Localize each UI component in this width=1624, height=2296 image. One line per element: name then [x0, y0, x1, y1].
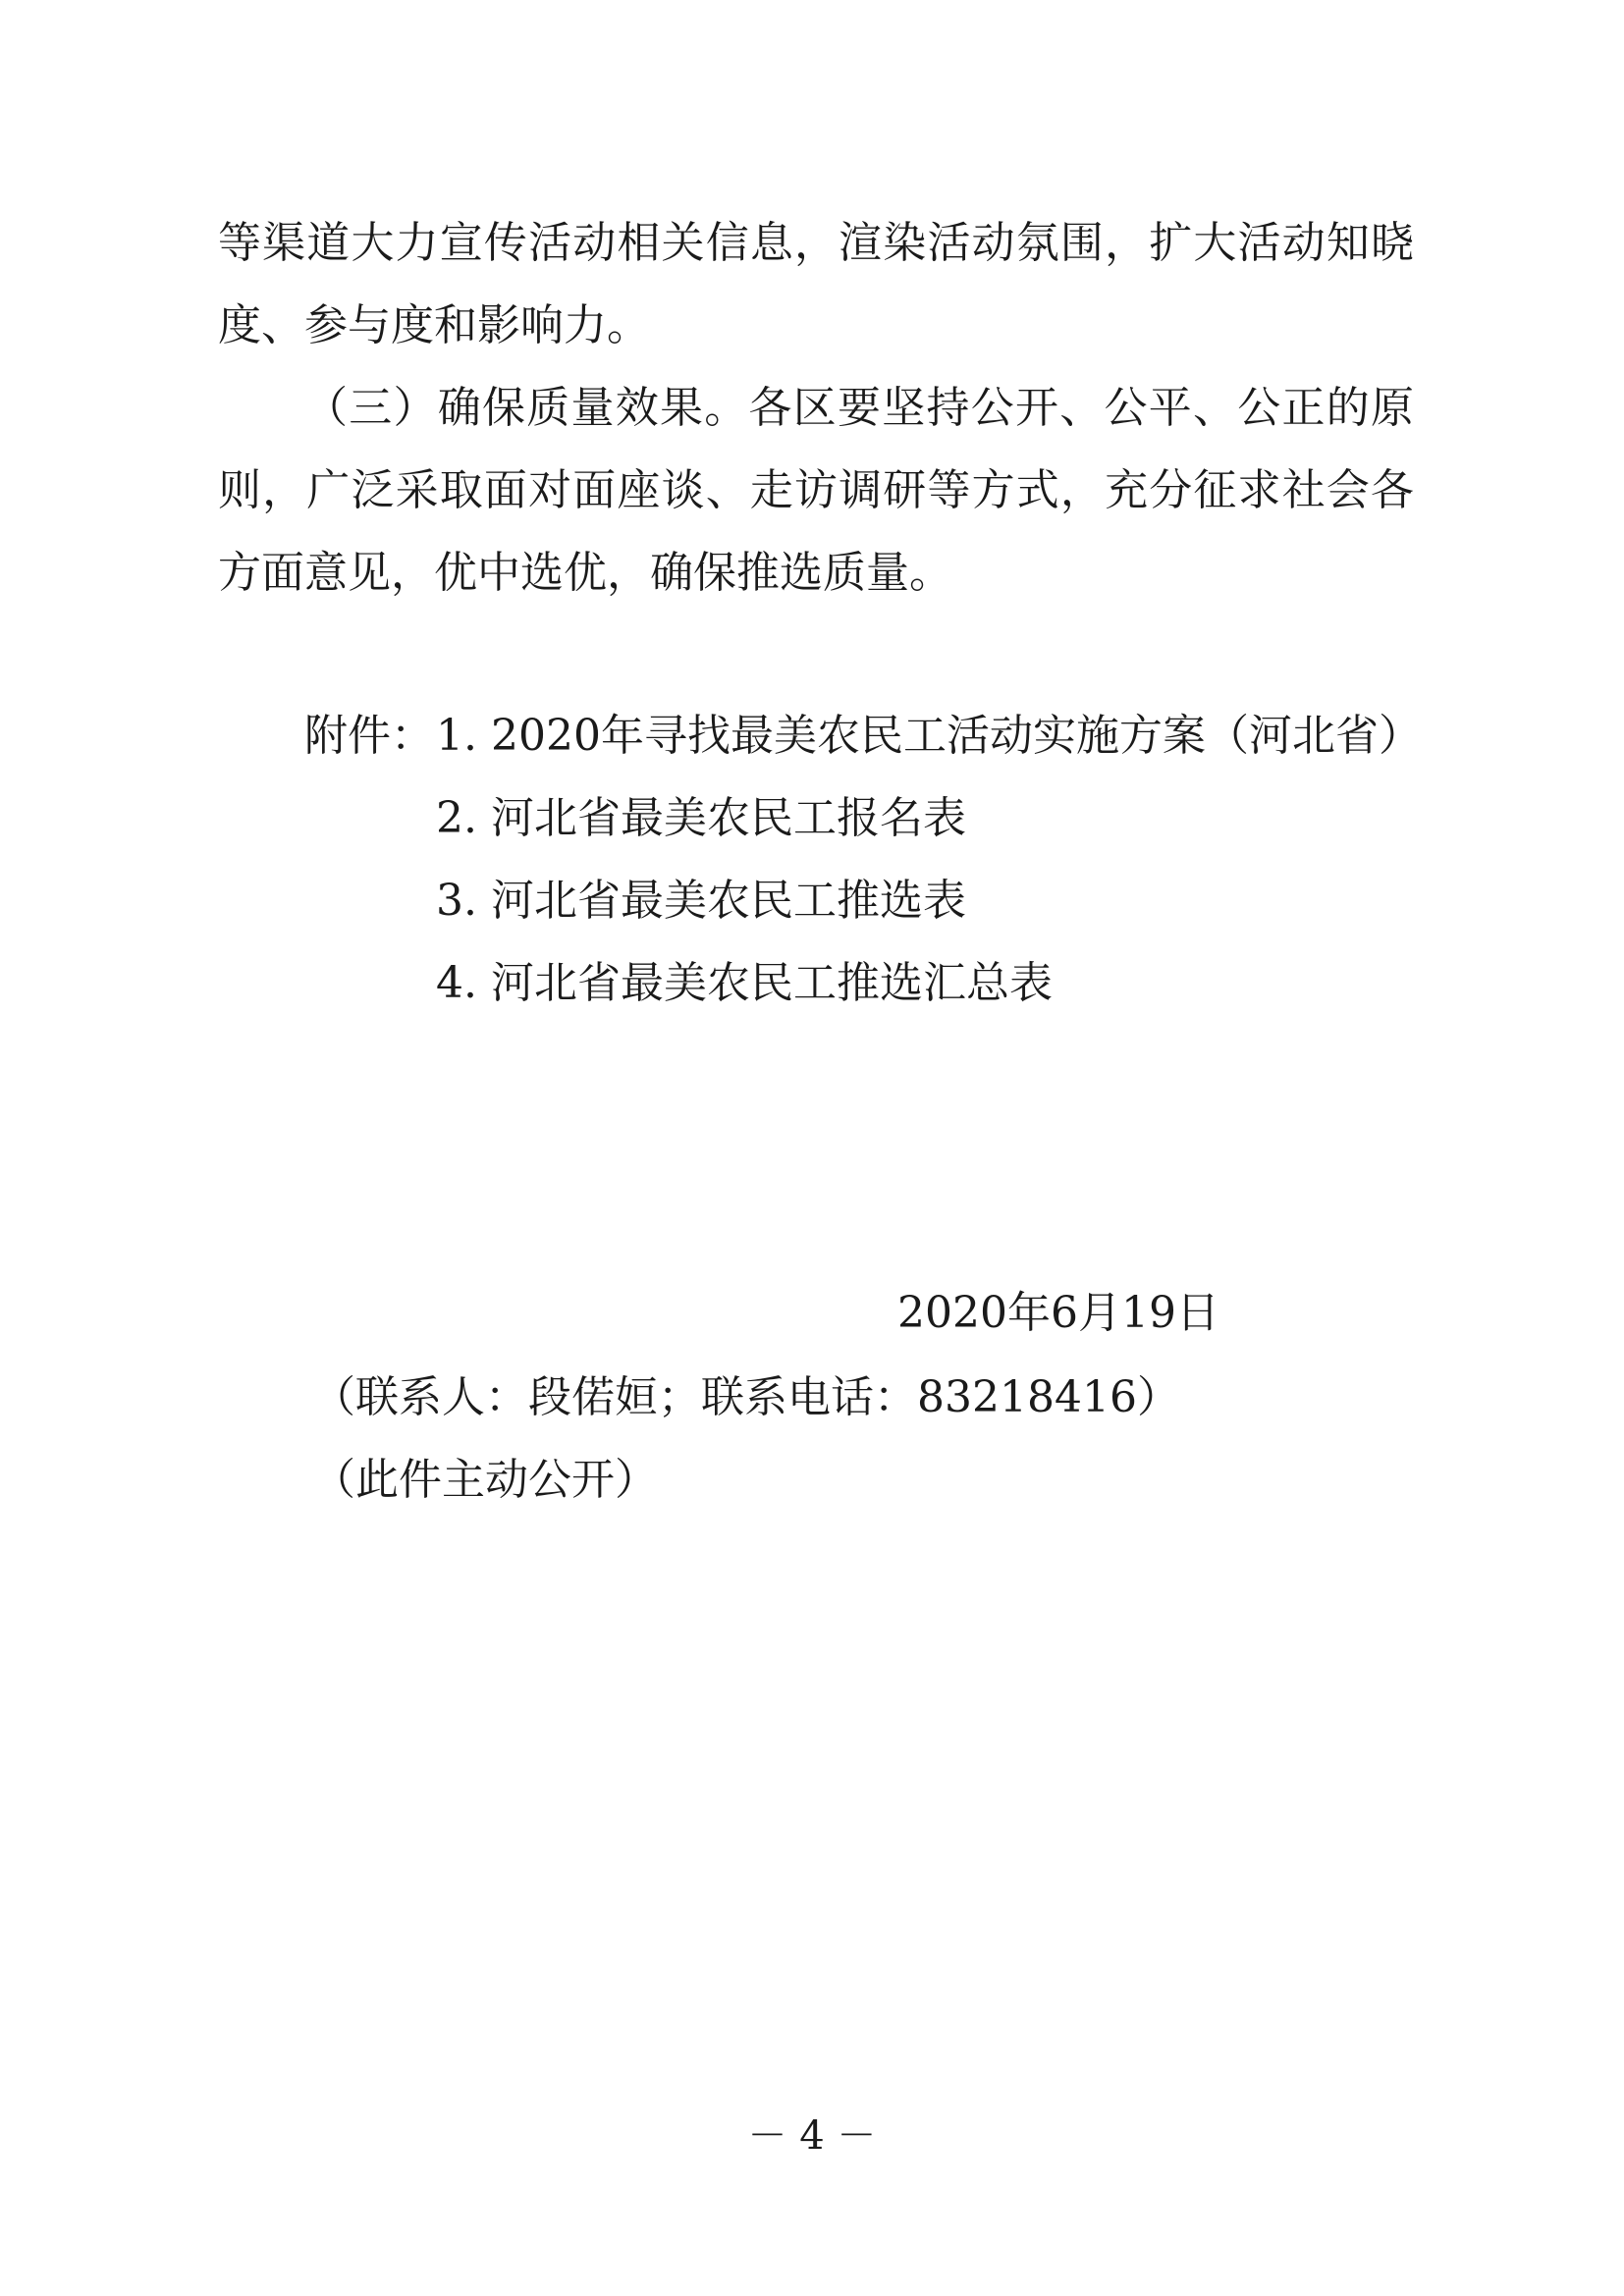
disclosure-note: （此件主动公开）: [312, 1455, 658, 1505]
paragraph-2-line-3: 方面意见，优中选优，确保推选质量。: [218, 548, 952, 598]
attachment-item-2: 2. 河北省最美农民工报名表: [436, 793, 966, 843]
attachment-item-4: 4. 河北省最美农民工推选汇总表: [436, 958, 1053, 1008]
contact-info: （联系人：段偌姮；联系电话：83218416）: [312, 1372, 1180, 1422]
paragraph-1-line-2: 度、参与度和影响力。: [218, 300, 650, 350]
attachments-label: 附件：: [304, 711, 434, 761]
paragraph-2-line-2: 则，广泛采取面对面座谈、走访调研等方式，充分征求社会各: [218, 465, 1414, 515]
page-number: － 4 －: [747, 2113, 877, 2159]
attachment-item-1: 1. 2020年寻找最美农民工活动实施方案（河北省）: [436, 711, 1422, 761]
paragraph-1-line-1: 等渠道大力宣传活动相关信息，渲染活动氛围，扩大活动知晓: [218, 218, 1414, 268]
paragraph-2-line-1: （三）确保质量效果。各区要坚持公开、公平、公正的原: [304, 383, 1414, 433]
attachment-item-3: 3. 河北省最美农民工推选表: [436, 876, 966, 926]
issue-date: 2020年6月19日: [897, 1288, 1219, 1338]
